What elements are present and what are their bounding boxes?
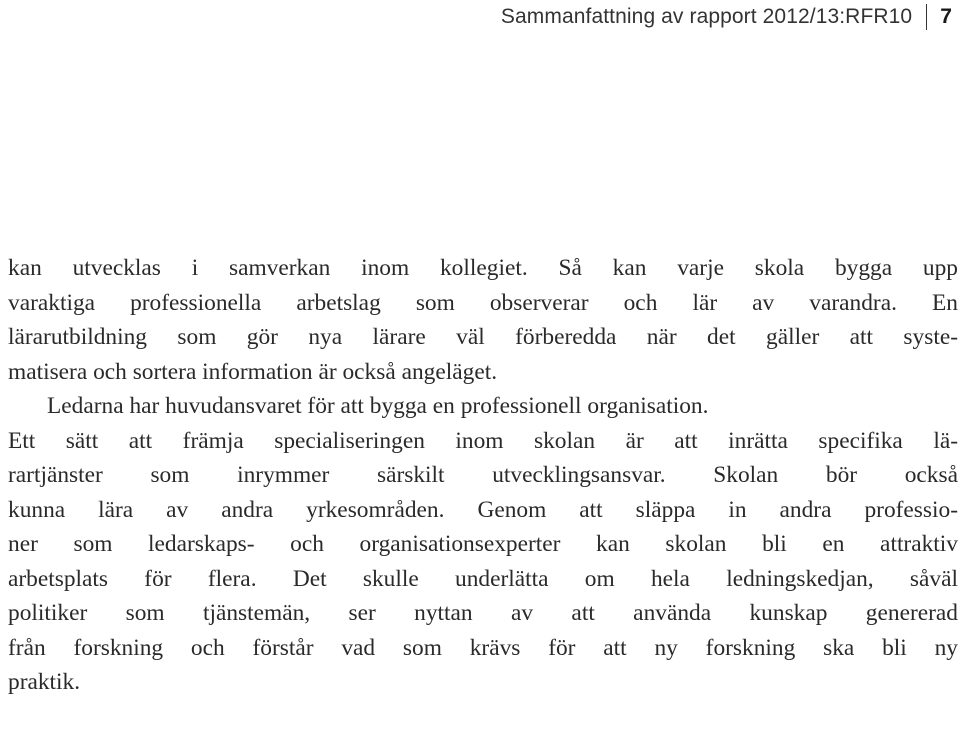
text-line: Ledarna har huvudansvaret för att bygga en professionell organisation. <box>47 393 709 419</box>
text-line: rartjänster som inrymmer särskilt utvecklingsansvar. Skolan bör också <box>8 462 958 488</box>
text-line: kunna lära av andra yrkesområden. Genom att släppa in andra professio- <box>8 496 958 523</box>
body-text <box>8 251 958 700</box>
text-line: lärarutbildning som gör nya lärare väl förberedda när det gäller att syste- <box>8 324 958 350</box>
header-divider <box>926 4 927 30</box>
text-line: politiker som tjänstemän, ser nyttan av att använda kunskap genererad <box>8 600 958 626</box>
text-line: Ett sätt att främja specialiseringen inom skolan är att inrätta specifika lä- <box>8 427 958 454</box>
page-number: 7 <box>940 5 952 28</box>
text-line: praktik. <box>8 669 81 695</box>
header-title: Sammanfattning av rapport 2012/13:RFR10 <box>500 5 913 28</box>
text-line: från forskning och förstår vad som krävs för att ny forskning ska bli ny <box>8 634 958 661</box>
text-line: kan utvecklas i samverkan inom kollegiet. Så kan varje skola bygga upp <box>8 255 958 281</box>
running-header <box>501 0 952 34</box>
text-line: ner som ledarskaps- och organisationsexperter kan skolan bli en attraktiv <box>8 531 958 557</box>
text-line: varaktiga professionella arbetslag som observerar och lär av varandra. En <box>8 289 958 316</box>
text-line: arbetsplats för flera. Det skulle underlätta om hela ledningskedjan, såväl <box>8 565 958 592</box>
text-line: matisera och sortera information är också angeläget. <box>8 358 498 385</box>
